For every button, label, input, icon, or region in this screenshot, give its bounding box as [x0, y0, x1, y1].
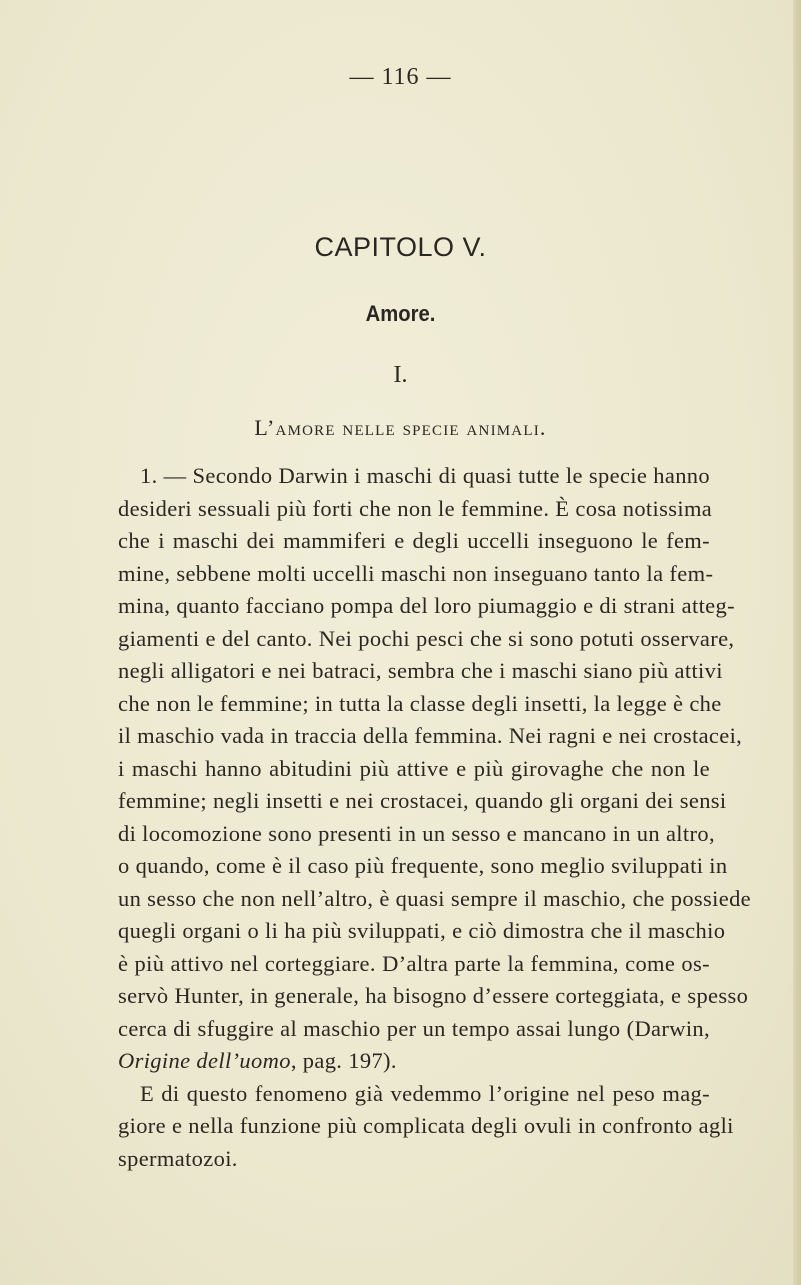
- text-line: giamenti e del canto. Nei pochi pesci che si sono potuti osservare,: [118, 625, 735, 651]
- text-line: servò Hunter, in generale, ha bisogno d’essere corteggiata, e spesso: [118, 983, 749, 1008]
- text-line: quegli organi o li ha più sviluppati, e ciò dimostra che il maschio: [118, 918, 726, 943]
- text-line: mine, sebbene molti uccelli maschi non inseguano tanto la fem-: [118, 560, 714, 586]
- text-line: è più attivo nel corteggiare. D’altra parte la femmina, come os-: [118, 950, 710, 976]
- text-line: o quando, come è il caso più frequente, sono meglio sviluppati in: [118, 853, 728, 878]
- citation-title: Origine dell’uomo: [118, 1048, 291, 1073]
- text-line: il maschio vada in traccia della femmina. Nei ragni e nei crostacei,: [118, 723, 743, 748]
- citation-line: [118, 1045, 710, 1078]
- body-text: [118, 460, 752, 1175]
- chapter-label: CAPITOLO V.: [314, 232, 487, 262]
- text-line: che non le femmine; in tutta la classe degli insetti, la legge è che: [118, 690, 722, 716]
- page-edge: [793, 0, 801, 1285]
- text-line: femmine; negli insetti e nei crostacei, quando gli organi dei sensi: [118, 788, 727, 813]
- text-line: desideri sessuali più forti che non le femmine. È cosa notissima: [118, 495, 713, 521]
- chapter-title: Amore.: [365, 301, 436, 326]
- text-line: negli alligatori e nei batraci, sembra che i maschi siano più attivi: [118, 658, 723, 683]
- text-line: mina, quanto facciano pompa del loro piumaggio e di strani atteg-: [118, 593, 735, 618]
- text-line: un sesso che non nell’altro, è quasi sempre il maschio, che possiede: [118, 885, 752, 911]
- text-line: E di questo fenomeno già vedemmo l’origine nel peso mag-: [140, 1080, 710, 1106]
- section-number: I.: [393, 362, 408, 388]
- citation-page: , pag. 197).: [290, 1048, 397, 1073]
- text-line: i maschi hanno abitudini più attive e più girovaghe che non le: [118, 755, 710, 781]
- text-line: di locomozione sono presenti in un sesso e mancano in un altro,: [118, 820, 715, 846]
- page-number: — 116 —: [349, 64, 452, 90]
- text-line: giore e nella funzione più complicata degli ovuli in confronto agli: [118, 1113, 734, 1138]
- section-title: L’amore nelle specie animali.: [254, 415, 547, 440]
- text-line: che i maschi dei mammiferi e degli uccelli inseguono le fem-: [118, 528, 710, 553]
- text-line: cerca di sfuggire al maschio per un tempo assai lungo (Darwin,: [118, 1015, 710, 1041]
- text-line: 1. — Secondo Darwin i maschi di quasi tutte le specie hanno: [140, 463, 710, 488]
- text-line: spermatozoi.: [118, 1145, 238, 1171]
